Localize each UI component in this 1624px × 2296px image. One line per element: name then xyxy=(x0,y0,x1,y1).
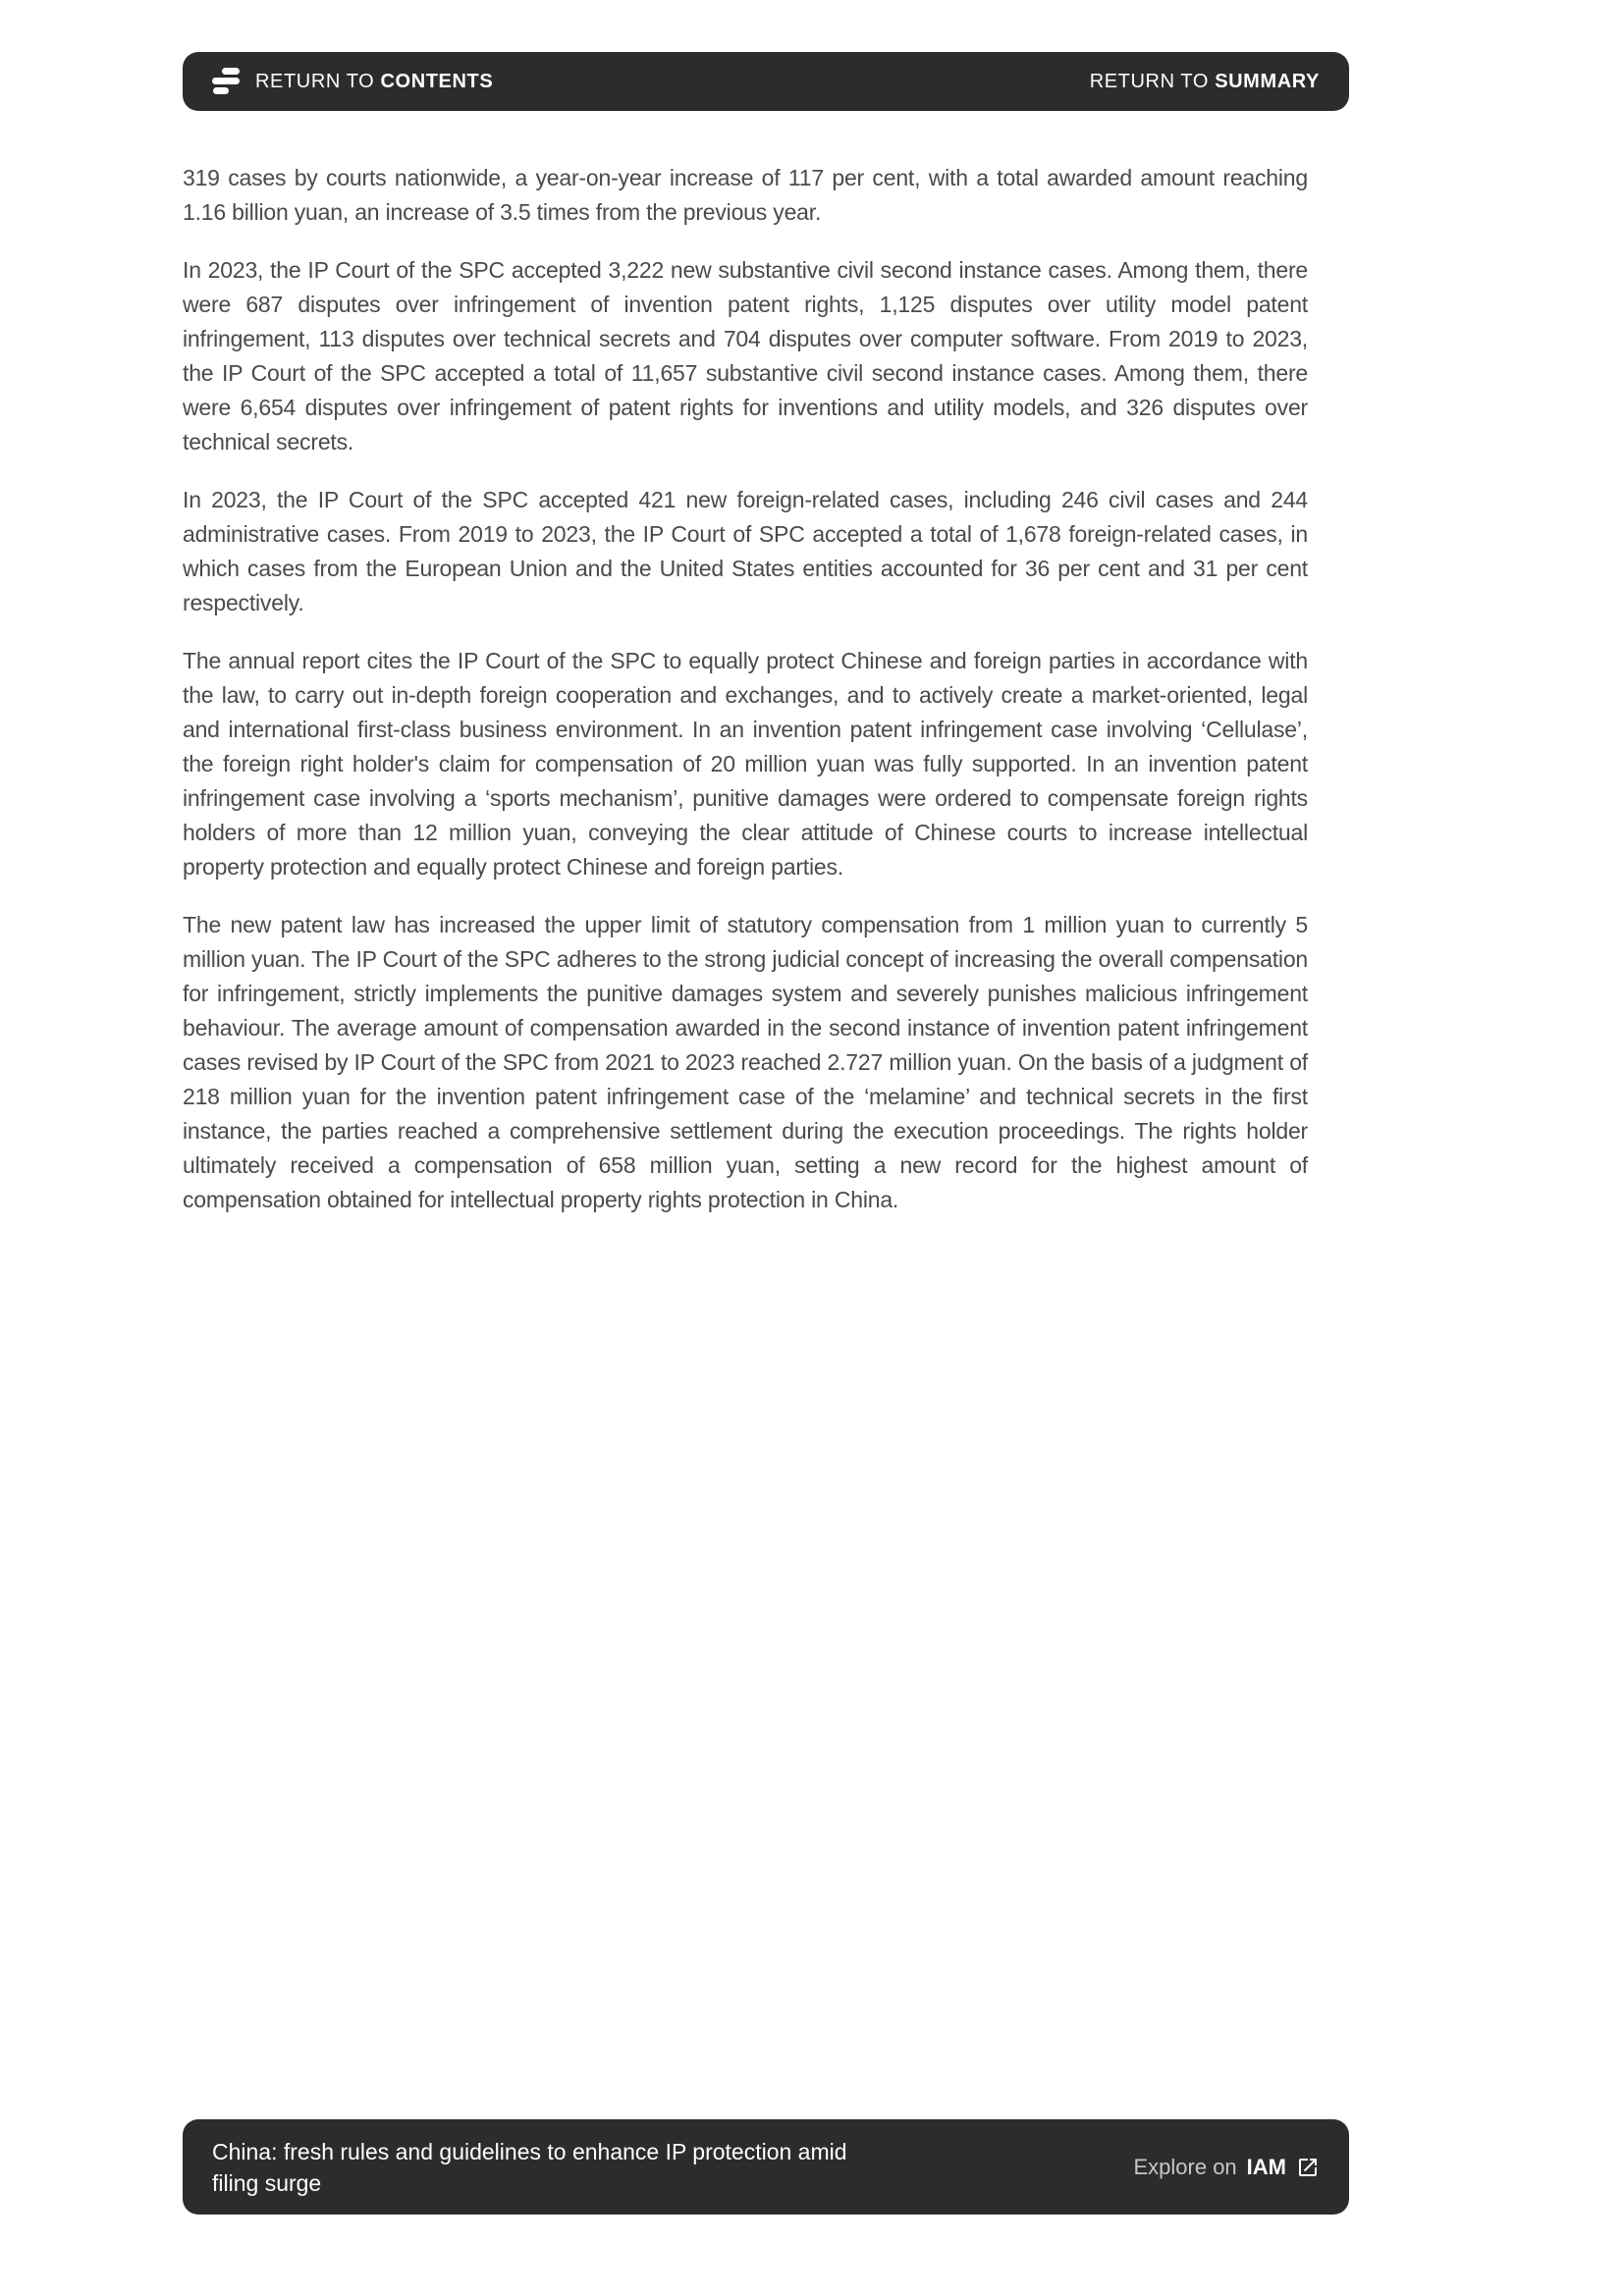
body-paragraph: The annual report cites the IP Court of the SPC to equally protect Chinese and foreign parties in accordance with the law, to carry out in-depth foreign cooperation and exchanges, and to actively create a market-oriented, legal and international first-class business environment. In an invention patent infringement case involving ‘Cellulase’, the foreign right holder's claim for compensation of 20 million yuan was fully supported. In an invention patent infringement case involving a ‘sports mechanism’, punitive damages were ordered to compensate foreign rights holders of more than 12 million yuan, conveying the clear attitude of Chinese courts to increase intellectual property protection and equally protect Chinese and foreign parties. xyxy=(183,648,1308,880)
body-paragraph: In 2023, the IP Court of the SPC accepted 421 new foreign-related cases, including 246 civil cases and 244 administrative cases. From 2019 to 2023, the IP Court of SPC accepted a total of 1,678 foreign-related cases, in which cases from the European Union and the United States entities accounted for 36 per cent and 31 per cent respectively. xyxy=(183,487,1308,615)
body-paragraph: 319 cases by courts nationwide, a year-on-year increase of 117 per cent, with a total awarded amount reaching 1.16 billion yuan, an increase of 3.5 times from the previous year. xyxy=(183,165,1308,225)
explore-on-label: Explore on xyxy=(1133,2154,1237,2179)
external-link-icon xyxy=(1296,2156,1320,2179)
summary-label: SUMMARY xyxy=(1215,70,1320,92)
contents-label: CONTENTS xyxy=(380,70,494,92)
return-to-summary-label xyxy=(1090,71,1320,93)
footer-bar xyxy=(183,2119,1349,2215)
return-to-summary-button[interactable] xyxy=(1090,71,1320,93)
contents-icon xyxy=(212,68,242,95)
footer-article-title: China: fresh rules and guidelines to enhance IP protection amid filing surge xyxy=(212,2138,847,2196)
explore-on-iam-link[interactable] xyxy=(1133,2155,1320,2180)
return-to-contents-button[interactable] xyxy=(212,68,493,95)
return-to-label: RETURN TO xyxy=(1089,70,1216,92)
return-to-contents-label xyxy=(255,71,493,93)
return-nav-bar xyxy=(183,52,1349,111)
body-paragraph: In 2023, the IP Court of the SPC accepted 3,222 new substantive civil second instance cases. Among them, there were 687 disputes over infringement of invention patent rights, 1,125 disputes over utility model patent infringement, 113 disputes over technical secrets and 704 disputes over computer software. From 2019 to 2023, the IP Court of the SPC accepted a total of 11,657 substantive civil second instance cases. Among them, there were 6,654 disputes over infringement of patent rights for inventions and utility models, and 326 disputes over technical secrets. xyxy=(183,257,1308,454)
article-body xyxy=(183,161,1308,1241)
body-paragraph: The new patent law has increased the upper limit of statutory compensation from 1 million yuan to currently 5 million yuan. The IP Court of the SPC adheres to the strong judicial concept of increasing the overall compensation for infringement, strictly implements the punitive damages system and severely punishes malicious infringement behaviour. The average amount of compensation awarded in the second instance of invention patent infringement cases revised by IP Court of the SPC from 2021 to 2023 reached 2.727 million yuan. On the basis of a judgment of 218 million yuan for the invention patent infringement case of the ‘melamine’ and technical secrets in the first instance, the parties reached a comprehensive settlement during the execution proceedings. The rights holder ultimately received a compensation of 658 million yuan, setting a new record for the highest amount of compensation obtained for intellectual property rights protection in China. xyxy=(183,912,1308,1212)
iam-brand-label: IAM xyxy=(1246,2154,1286,2179)
return-to-label: RETURN TO xyxy=(255,70,381,92)
